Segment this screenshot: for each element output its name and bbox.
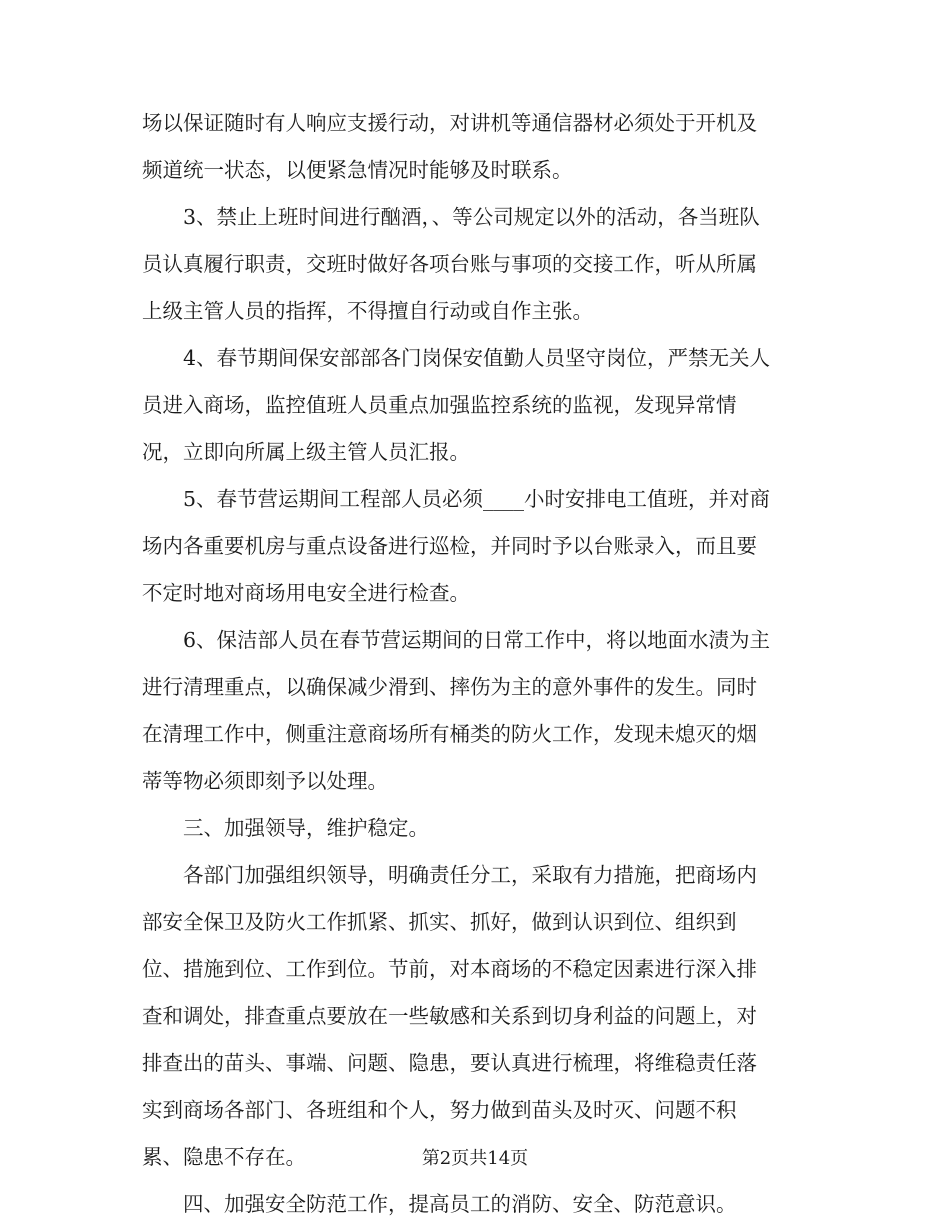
text-line: 实到商场各部门、各班组和个人，努力做到苗头及时灭、问题不积 (142, 1098, 737, 1122)
text-line: 排查出的苗头、事端、问题、隐患，要认真进行梳理，将维稳责任落 (142, 1051, 757, 1075)
text-line: 不定时地对商场用电安全进行检查。 (142, 581, 470, 605)
text-line: 查和调处，排查重点要放在一些敏感和关系到切身利益的问题上，对 (142, 1004, 757, 1028)
document-body (142, 100, 812, 1228)
section-heading: 三、加强领导，维护稳定。 (142, 816, 429, 840)
text-line: 6、保洁部人员在春节营运期间的日常工作中，将以地面水渍为主 (142, 628, 771, 652)
text-line: 员认真履行职责，交班时做好各项台账与事项的交接工作，听从所属 (142, 252, 757, 276)
text-line: 累、隐患不存在。 (142, 1145, 306, 1169)
page-number-footer: 第2页共14页 (421, 1148, 529, 1169)
section-heading: 四、加强安全防范工作，提高员工的消防、安全、防范意识。 (142, 1192, 737, 1216)
text-line: 部安全保卫及防火工作抓紧、抓实、抓好，做到认识到位、组织到 (142, 910, 737, 934)
text-line: 5、春节营运期间工程部人员必须____小时安排电工值班，并对商 (142, 487, 771, 511)
text-line: 3、禁止上班时间进行酗酒，、等公司规定以外的活动，各当班队 (142, 205, 760, 229)
text-line: 进行清理重点，以确保减少滑到、摔伤为主的意外事件的发生。同时 (142, 675, 757, 699)
text-line: 位、措施到位、工作到位。节前，对本商场的不稳定因素进行深入排 (142, 957, 757, 981)
text-line: 员进入商场，监控值班人员重点加强监控系统的监视，发现异常情 (142, 393, 737, 417)
text-line: 蒂等物必须即刻予以处理。 (142, 769, 388, 793)
text-line: 在清理工作中，侧重注意商场所有桶类的防火工作，发现未熄灭的烟 (142, 722, 757, 746)
text-line: 4、春节期间保安部部各门岗保安值勤人员坚守岗位，严禁无关人 (142, 346, 771, 370)
text-line: 场内各重要机房与重点设备进行巡检，并同时予以台账录入，而且要 (142, 534, 757, 558)
text-line: 况，立即向所属上级主管人员汇报。 (142, 440, 470, 464)
text-line: 上级主管人员的指挥，不得擅自行动或自作主张。 (142, 299, 593, 323)
text-line: 各部门加强组织领导，明确责任分工，采取有力措施，把商场内 (142, 863, 757, 887)
text-line: 场以保证随时有人响应支援行动，对讲机等通信器材必须处于开机及 (142, 111, 757, 135)
text-line: 频道统一状态，以便紧急情况时能够及时联系。 (142, 158, 573, 182)
